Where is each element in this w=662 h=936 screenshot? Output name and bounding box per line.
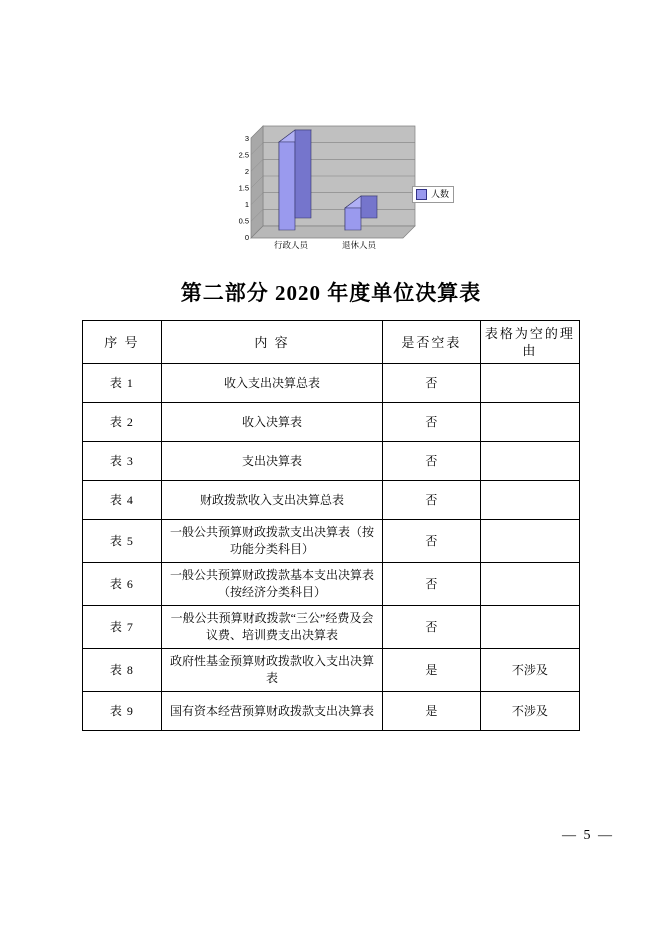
svg-text:1.5: 1.5	[238, 183, 249, 193]
cell-empty-reason	[480, 403, 579, 442]
decision-tables-list	[82, 320, 580, 731]
cell-serial-number: 表 5	[83, 520, 162, 563]
page-title: 第二部分 2020 年度单位决算表	[180, 281, 482, 305]
cell-serial-number: 表 6	[83, 563, 162, 606]
cell-empty-reason: 不涉及	[480, 692, 579, 731]
svg-text:1: 1	[244, 200, 249, 209]
cell-is-empty: 是	[383, 649, 480, 692]
chart-svg	[225, 122, 425, 257]
table-row	[83, 606, 580, 649]
cell-is-empty: 否	[383, 481, 480, 520]
cell-empty-reason	[480, 442, 579, 481]
table-header-row	[83, 321, 580, 364]
cell-content: 政府性基金预算财政拨款收入支出决算表	[161, 649, 382, 692]
cell-empty-reason	[480, 481, 579, 520]
table-row	[83, 649, 580, 692]
svg-text:2: 2	[244, 167, 249, 176]
cell-content: 一般公共预算财政拨款支出决算表（按功能分类科目）	[161, 520, 382, 563]
cell-content: 财政拨款收入支出决算总表	[161, 481, 382, 520]
cell-is-empty: 否	[383, 606, 480, 649]
cell-content: 收入决算表	[161, 403, 382, 442]
cell-serial-number: 表 4	[83, 481, 162, 520]
cell-content: 收入支出决算总表	[161, 364, 382, 403]
header-is-empty: 是否空表	[383, 321, 480, 364]
chart-legend	[412, 186, 454, 203]
cell-serial-number: 表 9	[83, 692, 162, 731]
cell-serial-number: 表 8	[83, 649, 162, 692]
staff-count-bar-chart	[225, 122, 425, 257]
table-row	[83, 563, 580, 606]
cell-serial-number: 表 1	[83, 364, 162, 403]
svg-text:3: 3	[244, 134, 249, 143]
legend-label: 人数	[431, 189, 450, 199]
cell-content: 国有资本经营预算财政拨款支出决算表	[161, 692, 382, 731]
table-row	[83, 692, 580, 731]
svg-text:退休人员: 退休人员	[341, 240, 377, 250]
cell-is-empty: 否	[383, 403, 480, 442]
cell-content: 一般公共预算财政拨款基本支出决算表（按经济分类科目）	[161, 563, 382, 606]
table-row	[83, 403, 580, 442]
cell-is-empty: 是	[383, 692, 480, 731]
cell-serial-number: 表 3	[83, 442, 162, 481]
header-empty-reason: 表格为空的理由	[480, 321, 579, 364]
cell-is-empty: 否	[383, 563, 480, 606]
table-row	[83, 442, 580, 481]
table-row	[83, 520, 580, 563]
cell-empty-reason	[480, 364, 579, 403]
cell-is-empty: 否	[383, 442, 480, 481]
legend-swatch-icon	[416, 189, 427, 200]
cell-empty-reason	[480, 606, 579, 649]
cell-empty-reason: 不涉及	[480, 649, 579, 692]
cell-empty-reason	[480, 563, 579, 606]
svg-text:行政人员: 行政人员	[273, 240, 309, 250]
table-row	[83, 364, 580, 403]
page-number: — 5 —	[562, 828, 614, 843]
cell-empty-reason	[480, 520, 579, 563]
cell-content: 支出决算表	[161, 442, 382, 481]
cell-serial-number: 表 7	[83, 606, 162, 649]
svg-text:0.5: 0.5	[238, 216, 249, 226]
table-row	[83, 481, 580, 520]
svg-text:2.5: 2.5	[238, 150, 249, 160]
cell-serial-number: 表 2	[83, 403, 162, 442]
header-serial-number: 序 号	[83, 321, 162, 364]
svg-text:0: 0	[244, 233, 249, 242]
cell-is-empty: 否	[383, 520, 480, 563]
cell-content: 一般公共预算财政拨款“三公”经费及会议费、培训费支出决算表	[161, 606, 382, 649]
header-content: 内 容	[161, 321, 382, 364]
cell-is-empty: 否	[383, 364, 480, 403]
